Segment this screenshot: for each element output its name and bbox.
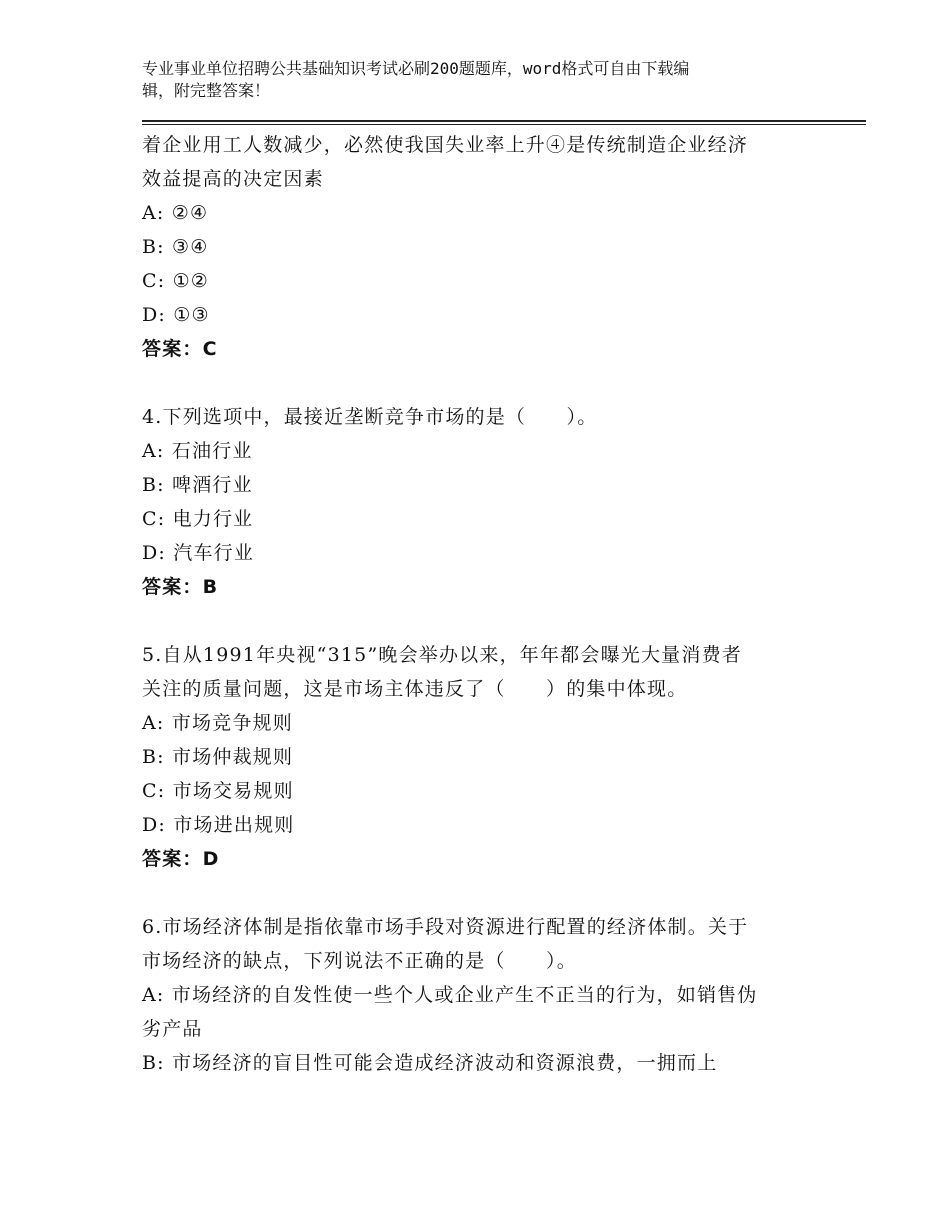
option-b: B: 啤酒行业 [142, 474, 253, 496]
header-rule-thin [142, 124, 866, 125]
spacer [142, 876, 822, 910]
option-a: A: 市场经济的自发性使一些个人或企业产生不正当的行为，如销售伪 [142, 984, 758, 1006]
answer-line: 答案：B [142, 576, 219, 598]
question-stem-line: 市场经济的缺点，下列说法不正确的是（ ）。 [142, 950, 577, 972]
option-c: C: 电力行业 [142, 508, 254, 530]
question-stem-line: 效益提高的决定因素 [142, 168, 324, 190]
spacer [142, 366, 822, 400]
answer-line: 答案：D [142, 848, 220, 870]
question-stem-line: 5.自从1991年央视“315”晚会举办以来，年年都会曝光大量消费者 [142, 644, 742, 666]
question-stem-line: 着企业用工人数减少，必然使我国失业率上升④是传统制造企业经济 [142, 134, 749, 156]
option-a-continued: 劣产品 [142, 1018, 203, 1040]
header-line-1: 专业事业单位招聘公共基础知识考试必刷200题题库，word格式可自由下载编 [142, 59, 690, 78]
option-c: C: ①② [142, 270, 210, 292]
option-b: B: 市场仲裁规则 [142, 746, 294, 768]
question-5 [142, 638, 822, 876]
answer-line: 答案：C [142, 338, 218, 360]
header-line-2: 辑，附完整答案！ [142, 81, 271, 100]
option-a: A: ②④ [142, 202, 209, 224]
spacer [142, 604, 822, 638]
option-c: C: 市场交易规则 [142, 780, 294, 802]
option-b: B: ③④ [142, 236, 209, 258]
page-header [142, 58, 802, 102]
option-b: B: 市场经济的盲目性可能会造成经济波动和资源浪费，一拥而上 [142, 1052, 718, 1074]
option-a: A: 石油行业 [142, 440, 253, 462]
question-stem-line: 6.市场经济体制是指依靠市场手段对资源进行配置的经济体制。关于 [142, 916, 749, 938]
option-d: D: 市场进出规则 [142, 814, 295, 836]
question-stem-line: 4.下列选项中，最接近垄断竞争市场的是（ ）。 [142, 406, 598, 428]
header-rule-thick [142, 120, 866, 122]
question-6 [142, 910, 822, 1080]
question-content [142, 128, 822, 1080]
option-d: D: ①③ [142, 304, 210, 326]
question-4 [142, 400, 822, 604]
question-stem-line: 关注的质量问题，这是市场主体违反了（ ）的集中体现。 [142, 678, 688, 700]
question-3-tail [142, 128, 822, 366]
option-a: A: 市场竞争规则 [142, 712, 293, 734]
option-d: D: 汽车行业 [142, 542, 255, 564]
